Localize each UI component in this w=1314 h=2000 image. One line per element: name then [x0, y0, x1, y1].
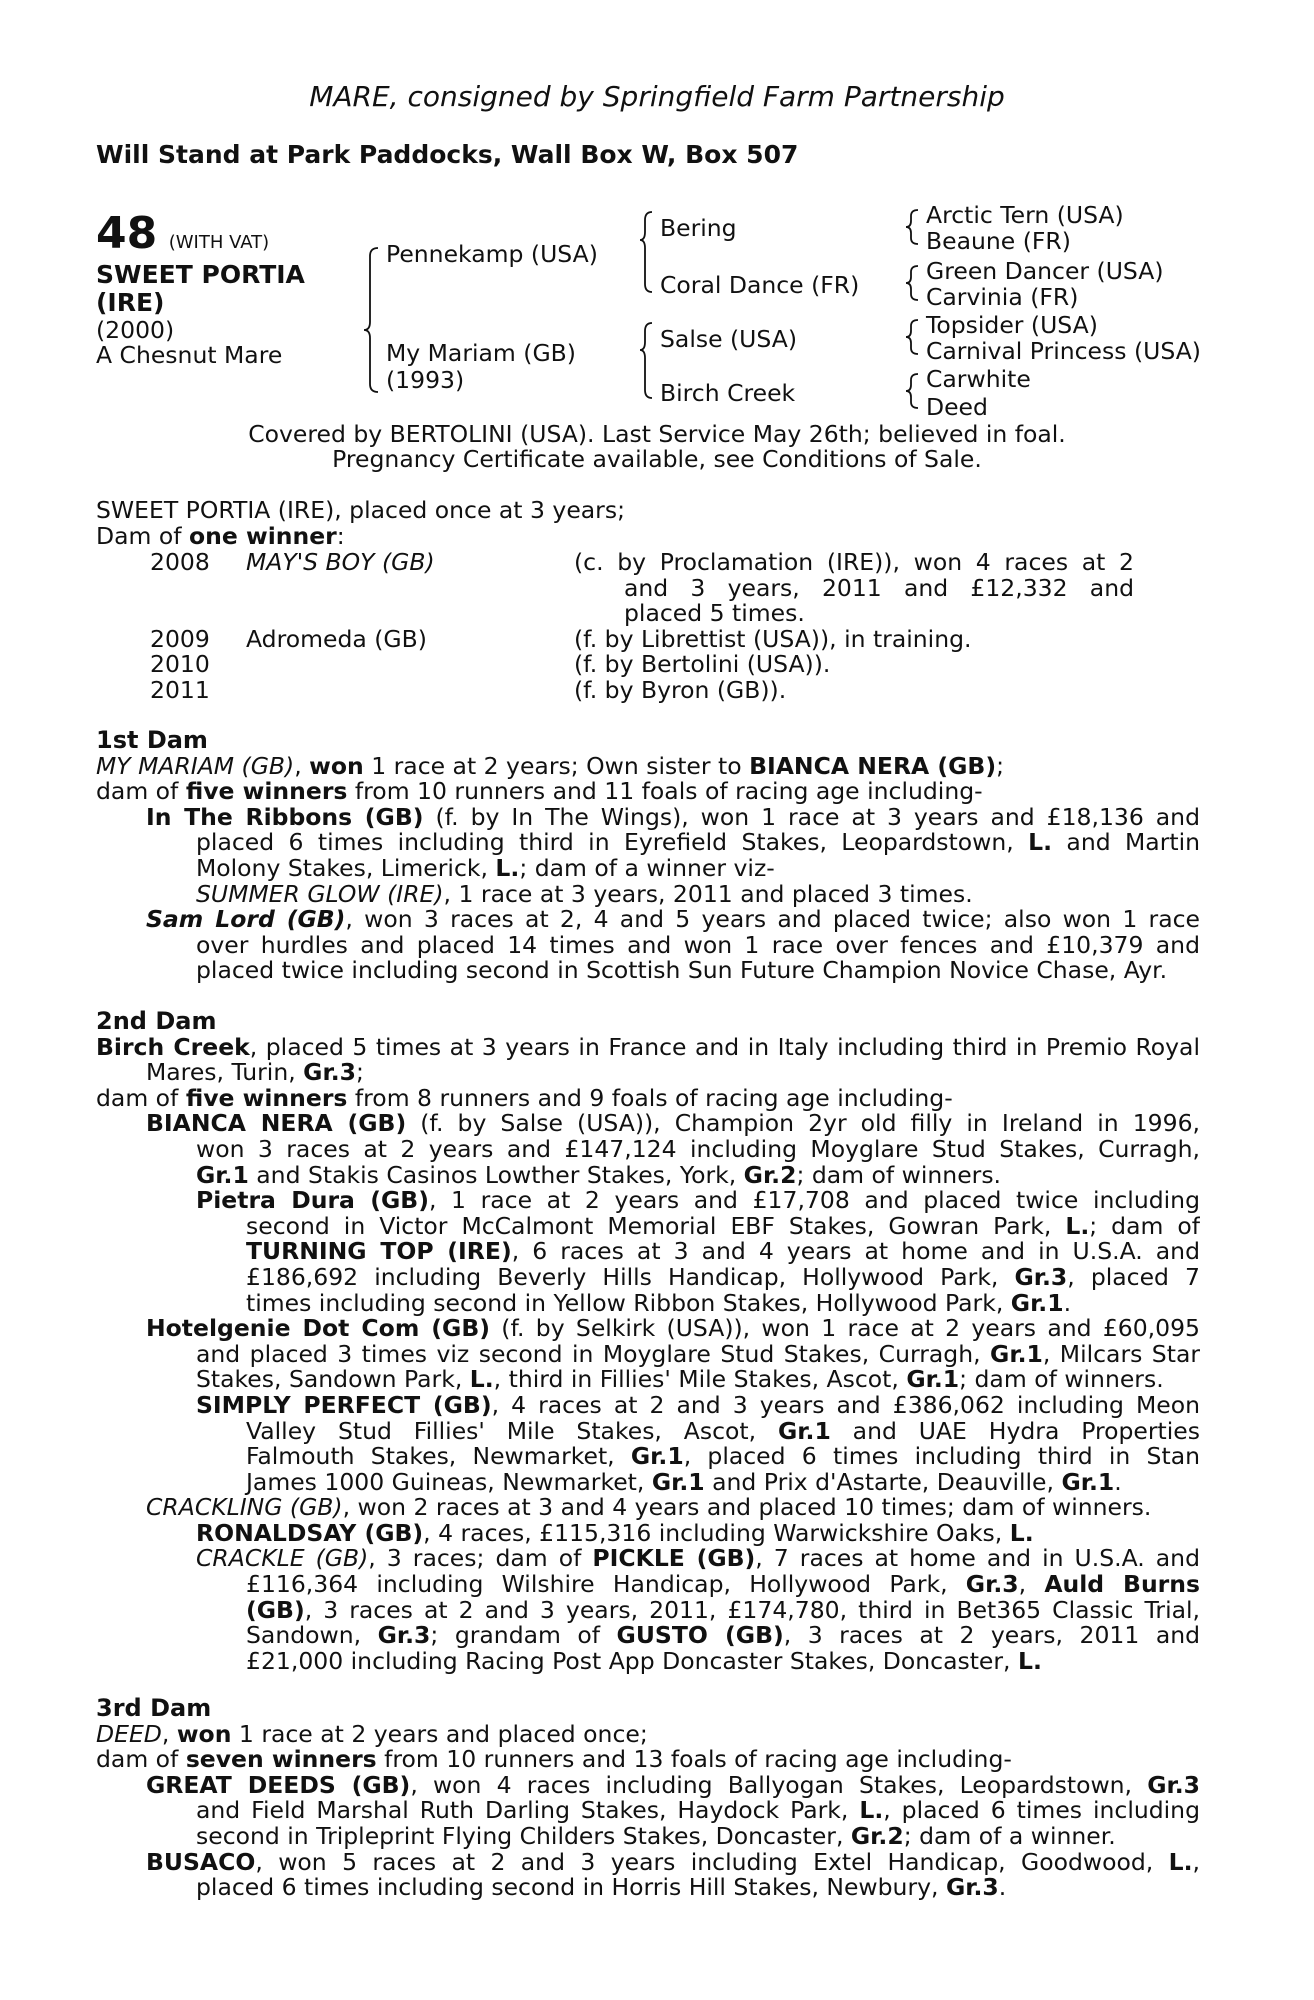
table-row: 2011 (f. by Byron (GB)).	[150, 675, 787, 704]
horse-year: (2000)	[96, 316, 175, 344]
second-dam-section	[96, 1009, 1200, 1674]
second-dam-line: (GB), 3 races at 2 and 3 years, 2011, £174,780, third in Bet365 Classic Trial,	[246, 1597, 1200, 1624]
covered-note: Covered by BERTOLINI (USA). Last Service May 26th; believed in foal.	[248, 420, 1066, 448]
pedigree-dam: My Mariam (GB)	[386, 339, 576, 367]
pedigree-dss: Topsider (USA)	[926, 311, 1098, 339]
third-dam-section	[96, 1696, 1200, 1901]
stand-location: Will Stand at Park Paddocks, Wall Box W, Box 507	[96, 140, 799, 169]
produce-table	[150, 550, 1134, 704]
first-dam-line: placed 6 times including third in Eyrefield Stakes, Leopardstown, L. and Martin	[196, 830, 1200, 856]
first-dam-line: Sam Lord (GB), won 3 races at 2, 4 and 5 years and placed twice; also won 1 race	[146, 907, 1200, 933]
pedigree-ssd: Beaune (FR)	[926, 227, 1071, 255]
vat-label: (WITH VAT)	[168, 232, 270, 253]
first-dam-heading: 1st Dam	[96, 726, 208, 754]
pedigree-ddd: Deed	[926, 393, 988, 421]
first-dam-section	[96, 728, 1200, 984]
first-dam-line: In The Ribbons (GB) (f. by In The Wings), won 1 race at 3 years and £18,136 and	[146, 804, 1200, 831]
second-dam-line: won 3 races at 2 years and £147,124 including Moyglare Stud Stakes, Curragh,	[196, 1136, 1200, 1163]
third-dam-line: placed 6 times including second in Horris Hill Stakes, Newbury, Gr.3.	[196, 1873, 1007, 1902]
second-dam-line: BIANCA NERA (GB) (f. by Salse (USA)), Champion 2yr old filly in Ireland in 1996,	[146, 1111, 1200, 1137]
first-dam-line: placed twice including second in Scottish Sun Future Champion Novice Chase, Ayr.	[196, 956, 1168, 985]
page-title: MARE, consigned by Springfield Farm Partnership	[309, 80, 1005, 113]
second-dam-line: Stakes, Sandown Park, L., third in Fillies' Mile Stakes, Ascot, Gr.1; dam of winners.	[196, 1365, 1164, 1394]
second-dam-line: Mares, Turin, Gr.3;	[146, 1058, 364, 1087]
pedigree-dam-sire: Salse (USA)	[660, 325, 797, 353]
third-dam-line: and Field Marshal Ruth Darling Stakes, Haydock Park, L., placed 6 times including	[196, 1798, 1200, 1824]
lot-number: 48	[96, 208, 158, 259]
pedigree-sire-dam: Coral Dance (FR)	[660, 271, 860, 299]
third-dam-line: DEED, won 1 race at 2 years and placed once;	[96, 1719, 648, 1748]
third-dam-line: BUSACO, won 5 races at 2 and 3 years including Extel Handicap, Goodwood, L.,	[146, 1849, 1200, 1876]
table-row: 2008 MAY'S BOY (GB) (c. by Proclamation (IRE)), won 4 races at 2 and 3 years, 2011 and £12,332 and placed 5 times.	[150, 548, 1134, 628]
third-dam-heading: 3rd Dam	[96, 1694, 212, 1722]
summary-line-1: SWEET PORTIA (IRE), placed once at 3 years;	[96, 496, 626, 524]
pedigree-sire: Pennekamp (USA)	[386, 240, 598, 268]
second-dam-line: times including second in Yellow Ribbon Stakes, Hollywood Park, Gr.1.	[246, 1288, 1072, 1317]
third-dam-line: GREAT DEEDS (GB), won 4 races including Ballyogan Stakes, Leopardstown, Gr.3	[146, 1772, 1200, 1799]
third-dam-line: dam of seven winners from 10 runners and 13 foals of racing age including-	[96, 1745, 1012, 1774]
second-dam-line: £186,692 including Beverly Hills Handicap, Hollywood Park, Gr.3, placed 7	[246, 1264, 1200, 1291]
pedigree-dsd: Carnival Princess (USA)	[926, 337, 1201, 365]
second-dam-line: dam of five winners from 8 runners and 9 foals of racing age including-	[96, 1083, 953, 1112]
horse-name: SWEET PORTIA	[96, 260, 305, 289]
second-dam-line: second in Victor McCalmont Memorial EBF Stakes, Gowran Park, L.; dam of	[246, 1213, 1200, 1240]
pedigree-sss: Arctic Tern (USA)	[926, 201, 1124, 229]
second-dam-line: Hotelgenie Dot Com (GB) (f. by Selkirk (USA)), won 1 race at 2 years and £60,095	[146, 1316, 1200, 1342]
horse-origin: (IRE)	[96, 288, 165, 317]
second-dam-line: CRACKLING (GB), won 2 races at 3 and 4 years and placed 10 times; dam of winners.	[146, 1493, 1152, 1522]
second-dam-line: Birch Creek, placed 5 times at 3 years in France and in Italy including third in Premio Royal	[96, 1034, 1200, 1061]
second-dam-line: SIMPLY PERFECT (GB), 4 races at 2 and 3 years and £386,062 including Meon	[196, 1392, 1200, 1419]
pedigree-dam-dam: Birch Creek	[660, 379, 796, 407]
second-dam-line: TURNING TOP (IRE), 6 races at 3 and 4 years at home and in U.S.A. and	[246, 1239, 1200, 1265]
pedigree-sds: Green Dancer (USA)	[926, 257, 1164, 285]
pedigree-dds: Carwhite	[926, 365, 1031, 393]
second-dam-heading: 2nd Dam	[96, 1007, 217, 1035]
first-dam-line: over hurdles and placed 14 times and won 1 race over fences and £10,379 and	[196, 932, 1200, 959]
second-dam-line: Pietra Dura (GB), 1 race at 2 years and £17,708 and placed twice including	[196, 1188, 1200, 1214]
first-dam-line: SUMMER GLOW (IRE), 1 race at 3 years, 2011 and placed 3 times.	[196, 879, 973, 908]
second-dam-line: Falmouth Stakes, Newmarket, Gr.1, placed 6 times including third in Stan	[246, 1444, 1200, 1470]
horse-description: A Chesnut Mare	[96, 341, 283, 369]
pedigree-dam-year: (1993)	[386, 366, 465, 394]
first-dam-line: MY MARIAM (GB), won 1 race at 2 years; Own sister to BIANCA NERA (GB);	[96, 751, 1005, 780]
second-dam-line: CRACKLE (GB), 3 races; dam of PICKLE (GB), 7 races at home and in U.S.A. and	[196, 1546, 1200, 1573]
summary-line-2: Dam of one winner:	[96, 521, 345, 550]
third-dam-line: second in Tripleprint Flying Childers Stakes, Doncaster, Gr.2; dam of a winner.	[196, 1821, 1116, 1850]
second-dam-line: £21,000 including Racing Post App Doncaster Stakes, Doncaster, L.	[246, 1646, 1042, 1675]
table-row: 2010 (f. by Bertolini (USA)).	[150, 650, 831, 679]
pedigree-sdd: Carvinia (FR)	[926, 283, 1079, 311]
second-dam-line: Sandown, Gr.3; grandam of GUSTO (GB), 3 races at 2 years, 2011 and	[246, 1623, 1200, 1649]
second-dam-line: RONALDSAY (GB), 4 races, £115,316 including Warwickshire Oaks, L.	[196, 1518, 1034, 1547]
table-row: 2009 Adromeda (GB) (f. by Librettist (USA)), in training.	[150, 624, 972, 653]
first-dam-line: dam of five winners from 10 runners and 11 foals of racing age including-	[96, 777, 983, 806]
first-dam-line: Molony Stakes, Limerick, L.; dam of a winner viz-	[196, 853, 775, 882]
second-dam-line: Valley Stud Fillies' Mile Stakes, Ascot, Gr.1 and UAE Hydra Properties	[246, 1418, 1200, 1445]
pedigree-sire-sire: Bering	[660, 214, 737, 242]
second-dam-line: James 1000 Guineas, Newmarket, Gr.1 and Prix d'Astarte, Deauville, Gr.1.	[246, 1467, 1122, 1496]
second-dam-line: and placed 3 times viz second in Moyglare Stud Stakes, Curragh, Gr.1, Milcars Star	[196, 1341, 1200, 1368]
second-dam-line: £116,364 including Wilshire Handicap, Hollywood Park, Gr.3, Auld Burns	[246, 1572, 1200, 1598]
summary-block	[96, 498, 1200, 549]
certificate-note: Pregnancy Certificate available, see Conditions of Sale.	[332, 445, 982, 473]
second-dam-line: Gr.1 and Stakis Casinos Lowther Stakes, York, Gr.2; dam of winners.	[196, 1160, 1002, 1189]
